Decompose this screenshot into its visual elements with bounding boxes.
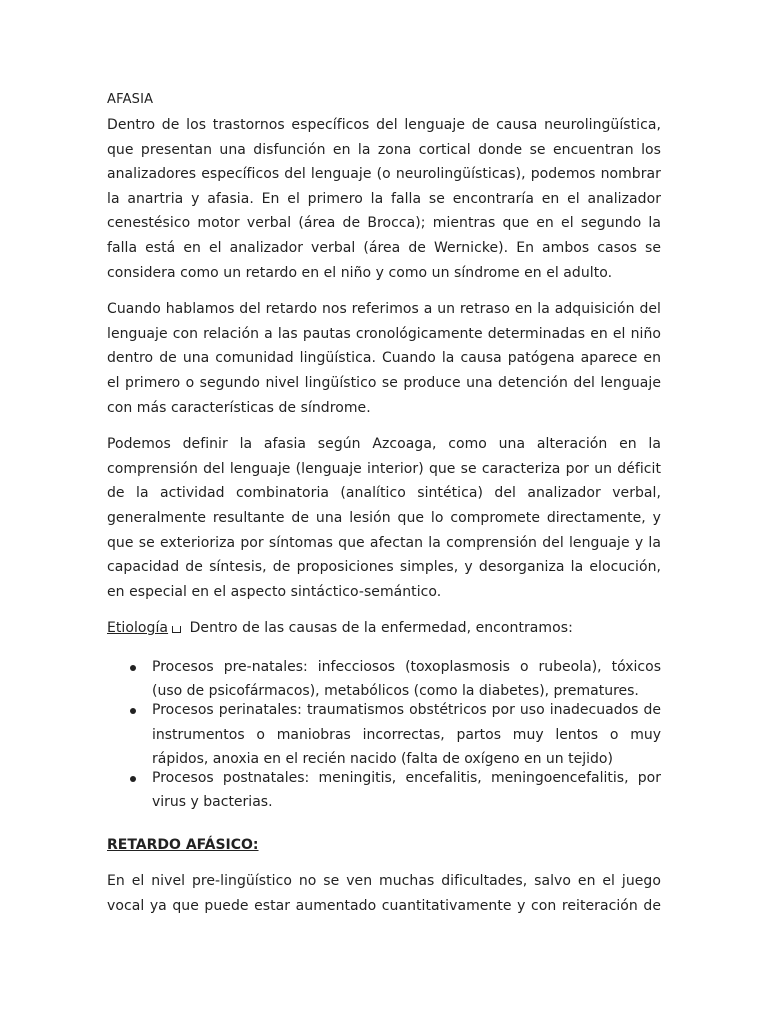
list-item — [107, 698, 661, 772]
paragraph-retardo-afasico: En el nivel pre-lingüístico no se ven muchas dificultades, salvo en el juego vocal ya que puede estar aumentado cuantitativamente y con reiteración de — [107, 873, 661, 914]
bullet-icon — [130, 776, 136, 782]
etiology-text: Dentro de las causas de la enfermedad, encontramos: — [189, 620, 573, 637]
list-item-text: Procesos pre-natales: infecciosos (toxoplasmosis o rubeola), tóxicos (uso de psicofármacos), metabólicos (como la diabetes), prematures. — [152, 658, 661, 700]
etiology-line — [107, 616, 661, 641]
space-mark-icon — [172, 626, 181, 633]
list-item — [107, 766, 661, 815]
paragraph-definition: Podemos definir la afasia según Azcoaga, como una alteración en la comprensión del lenguaje (lenguaje interior) que se caracteriza por un déficit de la actividad combinatoria (analítico sintética) del analizador verbal, generalmente resultante de una lesión que lo compromete directamente, y que se exterioriza por síntomas que afectan la comprensión del lenguaje y la capacidad de síntesis, de proposiciones simples, y desorganiza la elocución, en especial en el aspecto sintáctico-semántico. — [107, 436, 661, 600]
section-heading: RETARDO AFÁSICO: — [107, 837, 259, 854]
paragraph-intro: Dentro de los trastornos específicos del lenguaje de causa neurolingüística, que presentan una disfunción en la zona cortical donde se encuentran los analizadores específicos del lenguaje (o neurolingüísticas), podemos nombrar la anartria y afasia. En el primero la falla se encontraría en el analizador cenestésico motor verbal (área de Brocca); mientras que en el segundo la falla está en el analizador verbal (área de Wernicke). En ambos casos se considera como un retardo en el niño y como un síndrome en el adulto. — [107, 117, 661, 281]
paragraph-retardo: Cuando hablamos del retardo nos referimos a un retraso en la adquisición del lenguaje con relación a las pautas cronológicamente determinadas en el niño dentro de una comunidad lingüística. Cuando la causa patógena aparece en el primero o segundo nivel lingüístico se produce una detención del lenguaje con más características de síndrome. — [107, 301, 661, 416]
causes-list — [107, 655, 661, 815]
list-item-text: Procesos postnatales: meningitis, encefalitis, meningoencefalitis, por virus y bacterias. — [152, 769, 661, 811]
list-item-text: Procesos perinatales: traumatismos obstétricos por uso inadecuados de instrumentos o maniobras incorrectas, partos muy lentos o muy rápidos, anoxia en el recién nacido (falta de oxígeno en un tejido) — [152, 702, 661, 768]
etiology-label: Etiología — [107, 620, 169, 637]
document-page — [107, 88, 661, 930]
document-title: AFASIA — [107, 92, 154, 107]
list-item — [107, 655, 661, 704]
bullet-icon — [130, 708, 136, 714]
bullet-icon — [130, 665, 136, 671]
